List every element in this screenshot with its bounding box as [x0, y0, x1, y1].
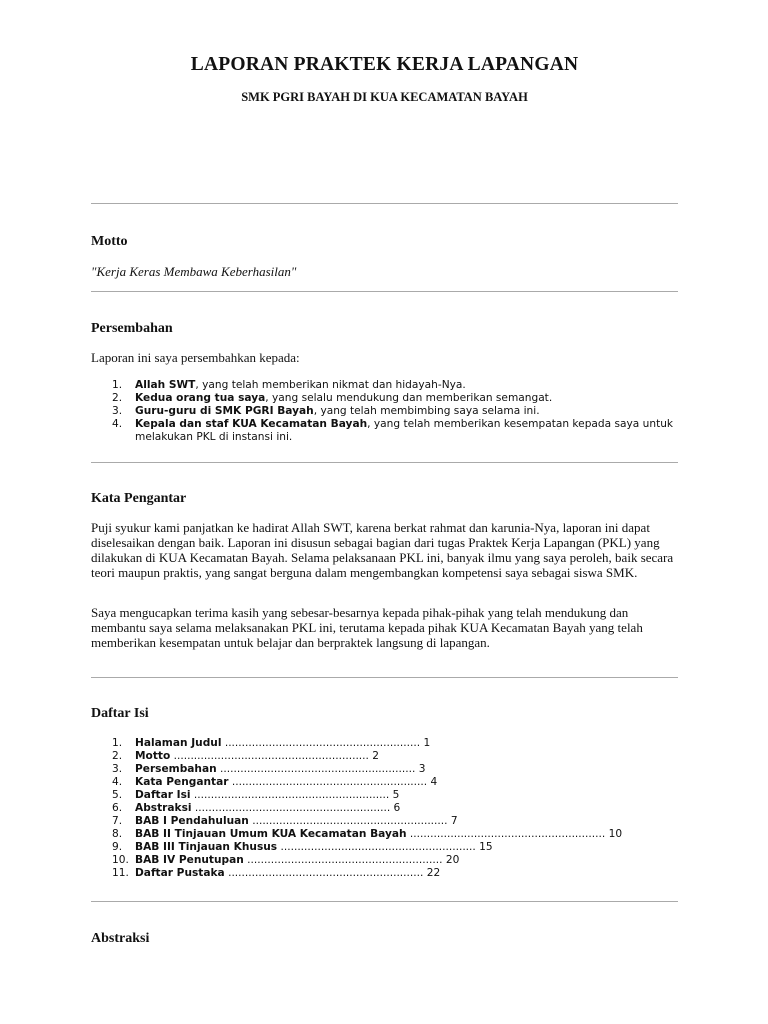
persembahan-item — [91, 379, 691, 392]
list-number: 11. — [112, 867, 129, 879]
list-item-text: .......................................................... 5 — [190, 789, 400, 801]
daftar-isi-item — [91, 815, 691, 828]
list-number: 3. — [112, 763, 123, 775]
persembahan-item — [91, 405, 691, 418]
list-number: 6. — [112, 802, 123, 814]
daftar-isi-item — [91, 841, 691, 854]
document-subtitle: SMK PGRI BAYAH DI KUA KECAMATAN BAYAH — [241, 90, 528, 104]
kata-pengantar-heading: Kata Pengantar — [91, 491, 187, 506]
divider — [91, 291, 678, 292]
list-item-text: .......................................................... 6 — [191, 802, 401, 814]
list-number: 1. — [112, 379, 123, 391]
list-number: 3. — [112, 405, 123, 417]
list-item-title: Halaman Judul — [135, 737, 222, 749]
list-item-text: .......................................................... 4 — [228, 776, 438, 788]
list-item-title: BAB I Pendahuluan — [135, 815, 249, 827]
daftar-isi-list — [91, 737, 691, 880]
list-item-title: BAB IV Penutupan — [135, 854, 244, 866]
list-item-title: Motto — [135, 750, 171, 762]
list-item-text: .......................................................... 7 — [248, 815, 458, 827]
kata-pengantar-paragraph-2: Saya mengucapkan terima kasih yang sebesar-besarnya kepada pihak-pihak yang telah mendukung dan membantu saya selama melaksanakan PKL ini, terutama kepada pihak KUA Kecamatan Bayah yang telah memberikan kesempatan untuk belajar dan berpraktek langsung di lapangan. — [91, 605, 643, 650]
list-item-title: Persembahan — [135, 763, 217, 775]
list-number: 1. — [112, 737, 123, 749]
daftar-isi-item — [91, 750, 691, 763]
daftar-isi-item — [91, 828, 691, 841]
list-number: 8. — [112, 828, 123, 840]
list-item-text: .......................................................... 10 — [406, 828, 623, 840]
daftar-isi-item — [91, 789, 691, 802]
list-item-text: , yang telah membimbing saya selama ini. — [313, 405, 540, 417]
daftar-isi-heading: Daftar Isi — [91, 706, 149, 721]
list-number: 5. — [112, 789, 123, 801]
persembahan-intro: Laporan ini saya persembahkan kepada: — [91, 350, 300, 365]
list-item-text: .......................................................... 15 — [277, 841, 493, 853]
list-item-title: BAB II Tinjauan Umum KUA Kecamatan Bayah — [135, 828, 407, 840]
daftar-isi-item — [91, 867, 691, 880]
daftar-isi-item — [91, 763, 691, 776]
persembahan-list — [91, 379, 691, 444]
daftar-isi-item — [91, 854, 691, 867]
divider — [91, 901, 678, 902]
list-item-text: .......................................................... 3 — [216, 763, 426, 775]
list-item-title: Kata Pengantar — [135, 776, 229, 788]
abstraksi-heading: Abstraksi — [91, 931, 150, 946]
motto-heading: Motto — [91, 234, 128, 249]
list-item-text: .......................................................... 1 — [221, 737, 431, 749]
motto-text: "Kerja Keras Membawa Keberhasilan" — [91, 264, 297, 279]
list-item-title: BAB III Tinjauan Khusus — [135, 841, 278, 853]
list-item-text: .......................................................... 2 — [170, 750, 380, 762]
list-item-title: Daftar Isi — [135, 789, 191, 801]
daftar-isi-item — [91, 802, 691, 815]
persembahan-heading: Persembahan — [91, 321, 173, 336]
list-item-text: , yang telah memberikan kesempatan kepada saya untuk melakukan PKL di instansi ini. — [135, 418, 674, 443]
kata-pengantar-paragraph-1: Puji syukur kami panjatkan ke hadirat Allah SWT, karena berkat rahmat dan karunia-Nya, laporan ini dapat diselesaikan dengan baik. Laporan ini disusun sebagai bagian dari tugas Praktek Kerja Lapangan (PKL) yang dilakukan di KUA Kecamatan Bayah. Selama pelaksanaan PKL ini, banyak ilmu yang saya peroleh, baik secara teori maupun praktis, yang sangat berguna dalam mengembangkan kompetensi saya sebagai siswa SMK. — [91, 520, 674, 580]
list-item-text: .......................................................... 20 — [243, 854, 460, 866]
list-number: 4. — [112, 776, 123, 788]
list-item-text: , yang selalu mendukung dan memberikan semangat. — [265, 392, 553, 404]
list-number: 2. — [112, 392, 123, 404]
divider — [91, 203, 678, 204]
persembahan-item — [91, 418, 691, 444]
list-item-title: Abstraksi — [135, 802, 192, 814]
list-item-text: , yang telah memberikan nikmat dan hidayah-Nya. — [195, 379, 466, 391]
list-number: 9. — [112, 841, 123, 853]
divider — [91, 677, 678, 678]
list-number: 10. — [112, 854, 129, 866]
list-item-text: .......................................................... 22 — [224, 867, 441, 879]
document-title: LAPORAN PRAKTEK KERJA LAPANGAN — [190, 54, 579, 75]
persembahan-item — [91, 392, 691, 405]
list-number: 4. — [112, 418, 123, 430]
list-item-title: Allah SWT — [135, 379, 196, 391]
list-number: 7. — [112, 815, 123, 827]
list-number: 2. — [112, 750, 123, 762]
daftar-isi-item — [91, 776, 691, 789]
divider — [91, 462, 678, 463]
list-item-title: Daftar Pustaka — [135, 867, 225, 879]
list-item-title: Kepala dan staf KUA Kecamatan Bayah — [135, 418, 368, 430]
list-item-title: Guru-guru di SMK PGRI Bayah — [135, 405, 314, 417]
daftar-isi-item — [91, 737, 691, 750]
list-item-title: Kedua orang tua saya — [135, 392, 266, 404]
